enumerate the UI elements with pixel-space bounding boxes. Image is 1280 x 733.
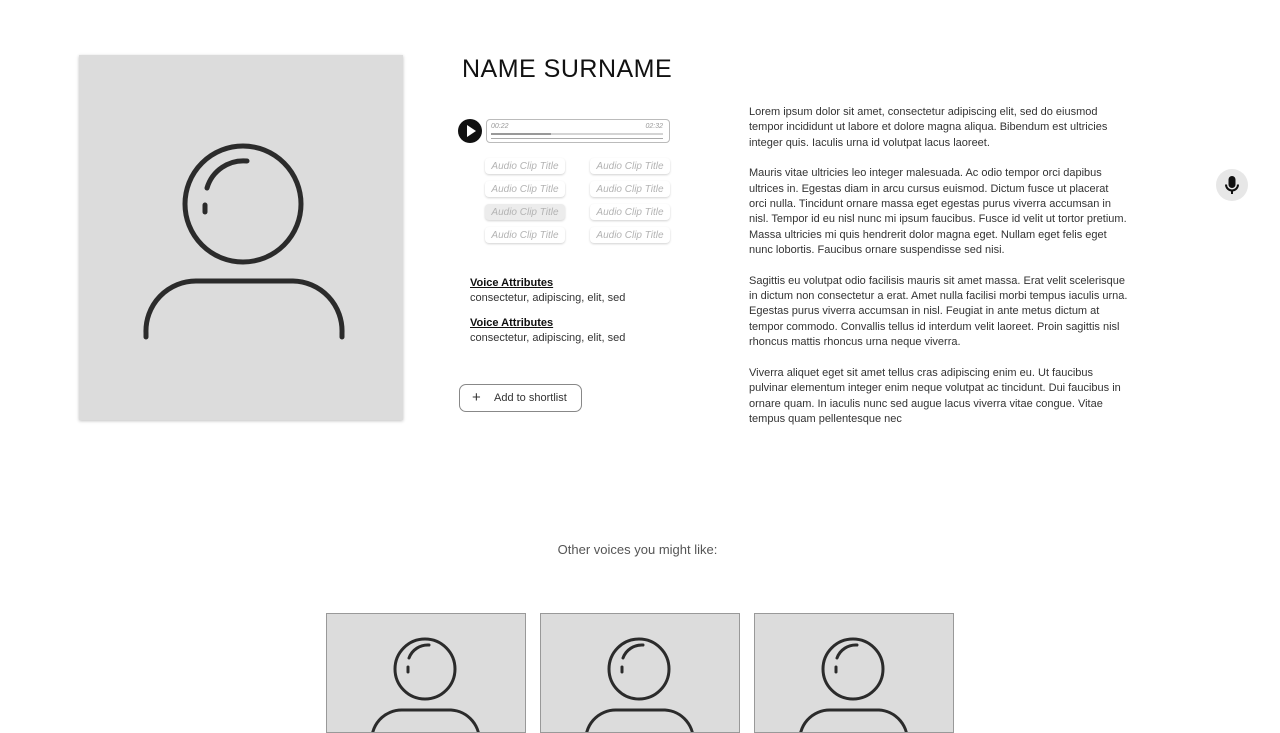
play-button[interactable] — [458, 119, 482, 143]
profile-name: NAME SURNAME — [462, 55, 673, 83]
audio-clip-button[interactable]: Audio Clip Title — [485, 227, 565, 243]
voice-attributes-desc: consectetur, adipiscing, elit, sed — [470, 332, 626, 344]
user-avatar-icon — [327, 614, 526, 733]
voice-attributes-title[interactable]: Voice Attributes — [470, 277, 554, 289]
player-baseline — [491, 138, 663, 139]
shortlist-label: Add to shortlist — [494, 392, 567, 404]
user-avatar-icon — [541, 614, 740, 733]
voice-card[interactable] — [326, 613, 526, 733]
profile-bio — [749, 105, 1129, 442]
audio-clip-button[interactable]: Audio Clip Title — [590, 181, 670, 197]
total-time: 02:32 — [645, 123, 663, 130]
audio-clip-button[interactable]: Audio Clip Title — [485, 204, 565, 220]
add-to-shortlist-button[interactable] — [459, 384, 582, 412]
other-voices-heading: Other voices you might like: — [557, 542, 718, 557]
user-avatar-icon — [79, 55, 403, 420]
progress-fill — [491, 133, 551, 135]
voice-attributes-title[interactable]: Voice Attributes — [470, 317, 554, 329]
user-avatar-icon — [755, 614, 954, 733]
bio-paragraph: Viverra aliquet eget sit amet tellus cras adipiscing enim eu. Ut faucibus pulvinar elementum integer enim neque volutpat ac tincidunt. Dui faucibus in ornare quam. In iaculis nunc sed augue lacus viverra vitae congue. Vitae tempus quam pellentesque nec — [749, 366, 1121, 425]
audio-clip-button[interactable]: Audio Clip Title — [590, 204, 670, 220]
audio-clip-button[interactable]: Audio Clip Title — [590, 158, 670, 174]
microphone-icon — [1216, 169, 1248, 201]
play-icon — [458, 119, 482, 143]
voice-card[interactable] — [540, 613, 740, 733]
audio-player[interactable] — [486, 119, 670, 143]
progress-track[interactable] — [491, 133, 663, 135]
audio-clip-button[interactable]: Audio Clip Title — [485, 158, 565, 174]
bio-paragraph: Mauris vitae ultricies leo integer malesuada. Ac odio tempor orci dapibus ultrices in. Egestas diam in arcu cursus euismod. Dictum fusce ut placerat orci nulla. Tincidunt ornare massa eget egestas purus viverra accumsan in nisl. Tempor id eu nisl nunc mi ipsum faucibus. Fusce id velit ut tortor pretium. Massa ultricies mi quis hendrerit dolor magna eget. Nullam eget felis eget nunc lobortis. Faucibus ornare suspendisse sed nisi. — [749, 167, 1127, 257]
current-time: 00:22 — [491, 123, 509, 130]
profile-portrait — [79, 55, 403, 420]
voice-card[interactable] — [754, 613, 954, 733]
plus-icon: + — [472, 389, 481, 406]
microphone-button[interactable] — [1216, 169, 1248, 201]
voice-attributes-desc: consectetur, adipiscing, elit, sed — [470, 292, 626, 304]
bio-paragraph: Sagittis eu volutpat odio facilisis mauris sit amet massa. Erat velit scelerisque in dictum non consectetur a erat. Amet nulla facilisi morbi tempus iaculis urna. Egestas purus viverra accumsan in nisl. Feugiat in ante metus dictum at tempor commodo. Convallis tellus id interdum velit laoreet. Proin sagittis nisl rhoncus mattis rhoncus urna neque viverra. — [749, 274, 1128, 349]
audio-clip-button[interactable]: Audio Clip Title — [590, 227, 670, 243]
bio-paragraph: Lorem ipsum dolor sit amet, consectetur adipiscing elit, sed do eiusmod tempor incididunt ut labore et dolore magna aliqua. Bibendum est ultricies integer quis. Iaculis urna id volutpat lacus laoreet. — [749, 106, 1108, 149]
audio-clip-button[interactable]: Audio Clip Title — [485, 181, 565, 197]
